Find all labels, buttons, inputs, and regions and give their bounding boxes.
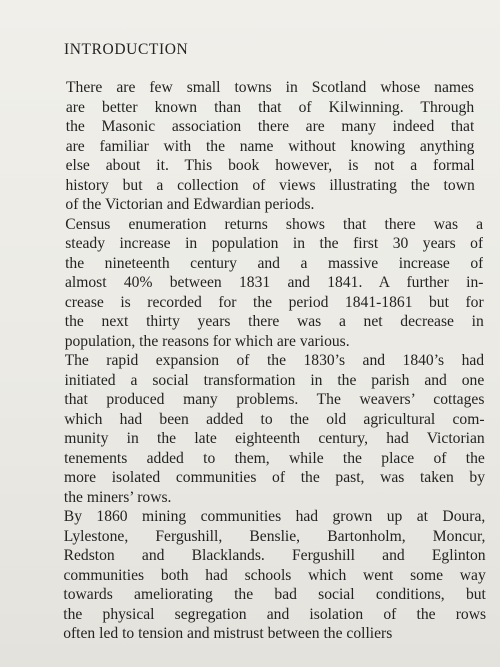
text-line: more isolated communities of the past, was taken by <box>64 469 485 486</box>
section-heading: INTRODUCTION <box>64 41 189 58</box>
text-line: towards ameliorating the bad social conditions, but <box>63 586 486 603</box>
text-line: Lylestone, Fergushill, Benslie, Bartonholm, Moncur, <box>63 528 486 545</box>
text-line: Census enumeration returns shows that there was a <box>65 216 484 233</box>
text-line: almost 40% between 1831 and 1841. A further in- <box>65 274 484 291</box>
text-line: There are few small towns in Scotland whose names <box>66 79 474 96</box>
text-line: Redston and Blacklands. Fergushill and Eglinton <box>63 547 486 564</box>
text-line: history but a collection of views illustrating the town <box>65 177 475 194</box>
text-line: munity in the late eighteenth century, had Victorian <box>64 430 485 447</box>
text-line: of the Victorian and Edwardian periods. <box>65 196 315 213</box>
text-line: tenements added to them, while the place of the <box>64 450 485 467</box>
text-line: the next thirty years there was a net decrease in <box>64 313 484 330</box>
text-line: are familiar with the name without knowing anything <box>65 138 475 155</box>
text-line: By 1860 mining communities had grown up at Doura, <box>63 508 486 525</box>
text-line: steady increase in population in the first 30 years of <box>65 235 484 252</box>
text-line: the Masonic association there are many indeed that <box>65 118 475 135</box>
text-line: initiated a social transformation in the parish and one <box>64 372 485 389</box>
text-line: the nineteenth century and a massive increase of <box>65 255 484 272</box>
text-line: often led to tension and mistrust between the colliers <box>63 625 393 642</box>
text-line: crease is recorded for the period 1841-1861 but for <box>64 294 484 311</box>
text-line: communities both had schools which went some way <box>63 567 486 584</box>
text-line: else about it. This book however, is not a formal <box>65 157 475 174</box>
text-line: which had been added to the old agricultural com- <box>64 411 485 428</box>
text-line: that produced many problems. The weavers’ cottages <box>64 391 485 408</box>
text-line: are better known than that of Kilwinning. Through <box>65 99 475 116</box>
text-line: population, the reasons for which are various. <box>64 333 350 350</box>
text-line: the physical segregation and isolation of the rows <box>63 606 487 623</box>
text-line: The rapid expansion of the 1830’s and 1840’s had <box>64 352 485 369</box>
text-line: the miners’ rows. <box>63 489 172 506</box>
